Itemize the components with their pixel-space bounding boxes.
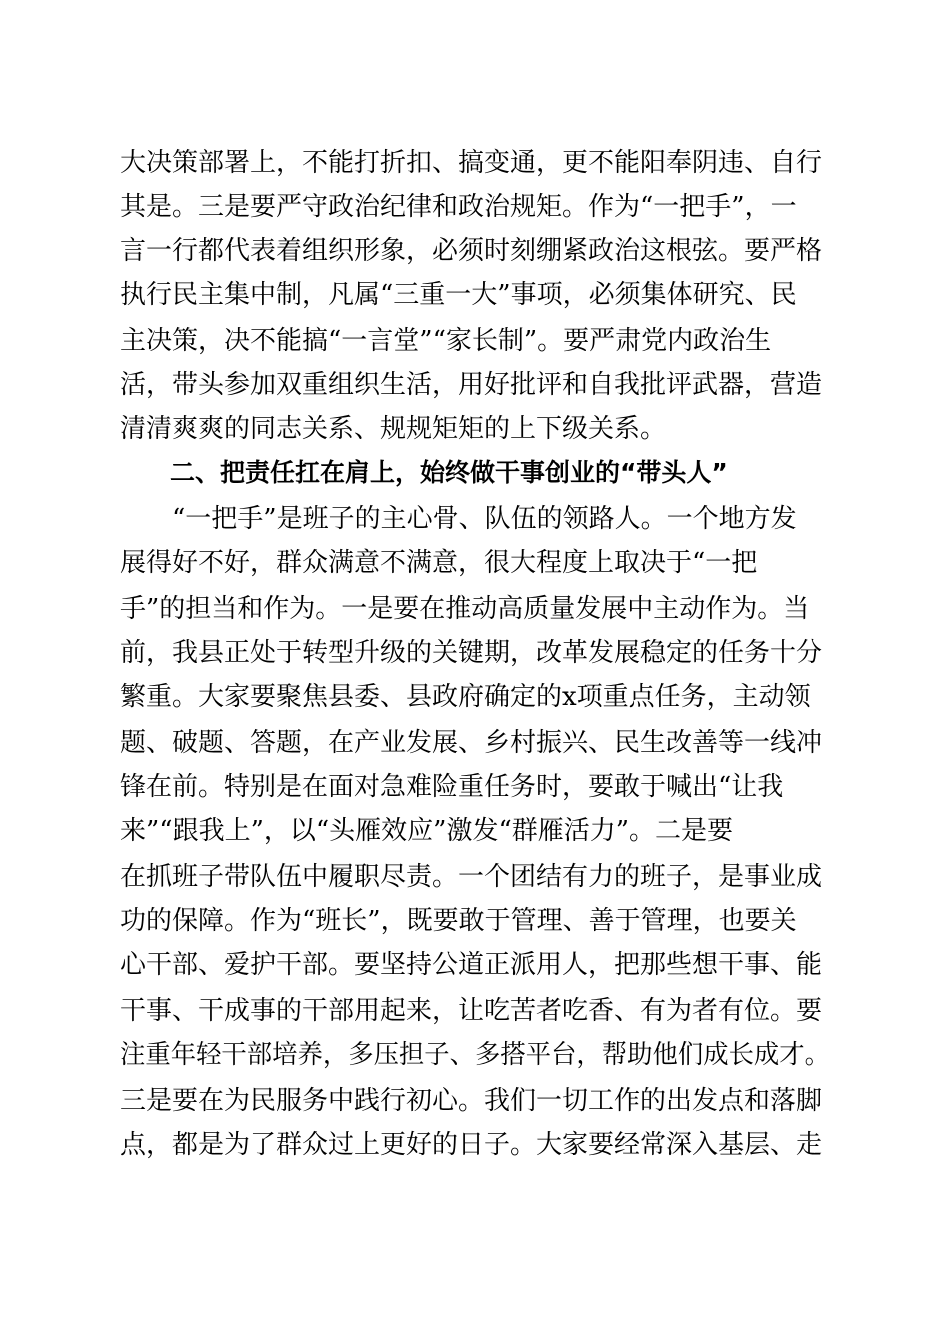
paragraph-line: “一把手”是班子的主心骨、队伍的领路人。一个地方发 xyxy=(172,504,797,534)
section-heading: 二、把责任扛在肩上，始终做干事创业的“带头人” xyxy=(170,458,728,487)
paragraph-line: 干事、干成事的干部用起来，让吃苦者吃香、有为者有位。要 xyxy=(120,996,823,1026)
paragraph-line: 展得好不好，群众满意不满意，很大程度上取决于“一把 xyxy=(120,548,758,578)
paragraph-line: 来”“跟我上”，以“头雁效应”激发“群雁活力”。二是要 xyxy=(120,816,734,846)
paragraph-line: 繁重。大家要聚焦县委、县政府确定的x项重点任务，主动领 xyxy=(120,682,811,712)
paragraph-line: 言一行都代表着组织形象，必须时刻绷紧政治这根弦。要严格 xyxy=(120,236,823,266)
paragraph-line: 前，我县正处于转型升级的关键期，改革发展稳定的任务十分 xyxy=(120,638,823,668)
paragraph-line: 执行民主集中制，凡属“三重一大”事项，必须集体研究、民 xyxy=(120,280,797,310)
paragraph-line: 锋在前。特别是在面对急难险重任务时，要敢于喊出“让我 xyxy=(120,772,784,802)
paragraph-line: 在抓班子带队伍中履职尽责。一个团结有力的班子，是事业成 xyxy=(120,862,823,892)
paragraph-line: 手”的担当和作为。一是要在推动高质量发展中主动作为。当 xyxy=(120,594,810,624)
paragraph-line: 心干部、爱护干部。要坚持公道正派用人，把那些想干事、能 xyxy=(120,950,823,980)
paragraph-line: 大决策部署上，不能打折扣、搞变通，更不能阳奉阴违、自行 xyxy=(120,148,823,178)
paragraph-line: 注重年轻干部培养，多压担子、多搭平台，帮助他们成长成才。 xyxy=(120,1040,831,1070)
paragraph-line: 题、破题、答题，在产业发展、乡村振兴、民生改善等一线冲 xyxy=(120,728,823,758)
paragraph-line: 清清爽爽的同志关系、规规矩矩的上下级关系。 xyxy=(120,414,667,444)
paragraph-line: 其是。三是要严守政治纪律和政治规矩。作为“一把手”，一 xyxy=(120,192,797,222)
paragraph-line: 点，都是为了群众过上更好的日子。大家要经常深入基层、走 xyxy=(120,1130,823,1160)
paragraph-line: 主决策，决不能搞“一言堂”“家长制”。要严肃党内政治生 xyxy=(120,326,772,356)
paragraph-line: 三是要在为民服务中践行初心。我们一切工作的出发点和落脚 xyxy=(120,1086,823,1116)
paragraph-line: 功的保障。作为“班长”，既要敢于管理、善于管理，也要关 xyxy=(120,906,797,936)
paragraph-line: 活，带头参加双重组织生活，用好批评和自我批评武器，营造 xyxy=(120,370,823,400)
